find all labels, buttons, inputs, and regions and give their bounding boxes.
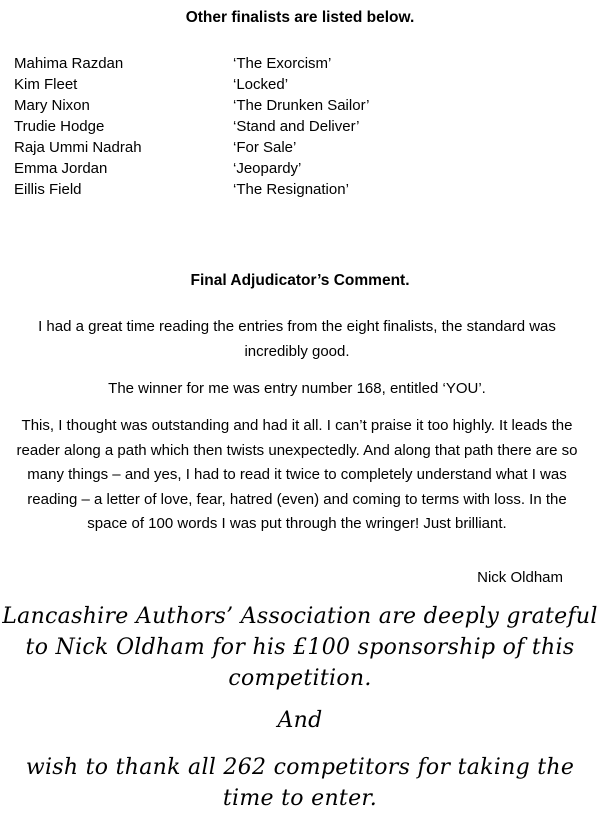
entry-title: ‘Stand and Deliver’ — [233, 118, 360, 135]
entry-title: ‘The Drunken Sailor’ — [233, 97, 370, 114]
entry-title: ‘The Resignation’ — [233, 181, 349, 198]
comment-paragraph-praise: This, I thought was outstanding and had it all. I can’t praise it too highly. It leads the reader along a path which then twists unexpectedly. And along that path there are so many things – and yes, I had to read it twice to completely understand what I was reading – a letter of love, fear, hatred (even) and coming to terms with loss. In the space of 100 words I was put through the wringer! Just brilliant. — [16, 417, 578, 532]
entry-title: ‘For Sale’ — [233, 139, 297, 156]
list-item — [14, 179, 574, 200]
finalist-name: Mary Nixon — [14, 97, 90, 114]
list-item — [14, 74, 574, 95]
adjudicator-signature: Nick Oldham — [477, 569, 563, 586]
finalist-name: Eillis Field — [14, 181, 82, 198]
sponsor-thanks: Lancashire Authors’ Association are deeply grateful to Nick Oldham for his £100 sponsorship of this competition. — [2, 604, 598, 691]
finalist-name: Mahima Razdan — [14, 55, 124, 72]
finalist-name: Kim Fleet — [14, 76, 78, 93]
finalist-name: Raja Ummi Nadrah — [14, 139, 142, 156]
entry-title: ‘Locked’ — [233, 76, 289, 93]
competitors-thanks: wish to thank all 262 competitors for taking the time to enter. — [25, 755, 575, 811]
entry-title: ‘The Exorcism’ — [233, 55, 332, 72]
comment-paragraph-winner: The winner for me was entry number 168, entitled ‘YOU’. — [108, 380, 486, 397]
list-item — [14, 137, 574, 158]
list-item — [14, 53, 574, 74]
comment-paragraph-intro: I had a great time reading the entries from the eight finalists, the standard was incredibly good. — [38, 318, 556, 360]
finalists-list — [14, 53, 574, 200]
finalist-name: Trudie Hodge — [14, 118, 105, 135]
list-item — [14, 95, 574, 116]
thanks-conjunction: And — [277, 708, 323, 733]
adjudicator-heading: Final Adjudicator’s Comment. — [190, 272, 410, 289]
list-item — [14, 116, 574, 137]
entry-title: ‘Jeopardy’ — [233, 160, 302, 177]
list-item — [14, 158, 574, 179]
finalists-heading: Other finalists are listed below. — [185, 9, 415, 26]
finalist-name: Emma Jordan — [14, 160, 108, 177]
